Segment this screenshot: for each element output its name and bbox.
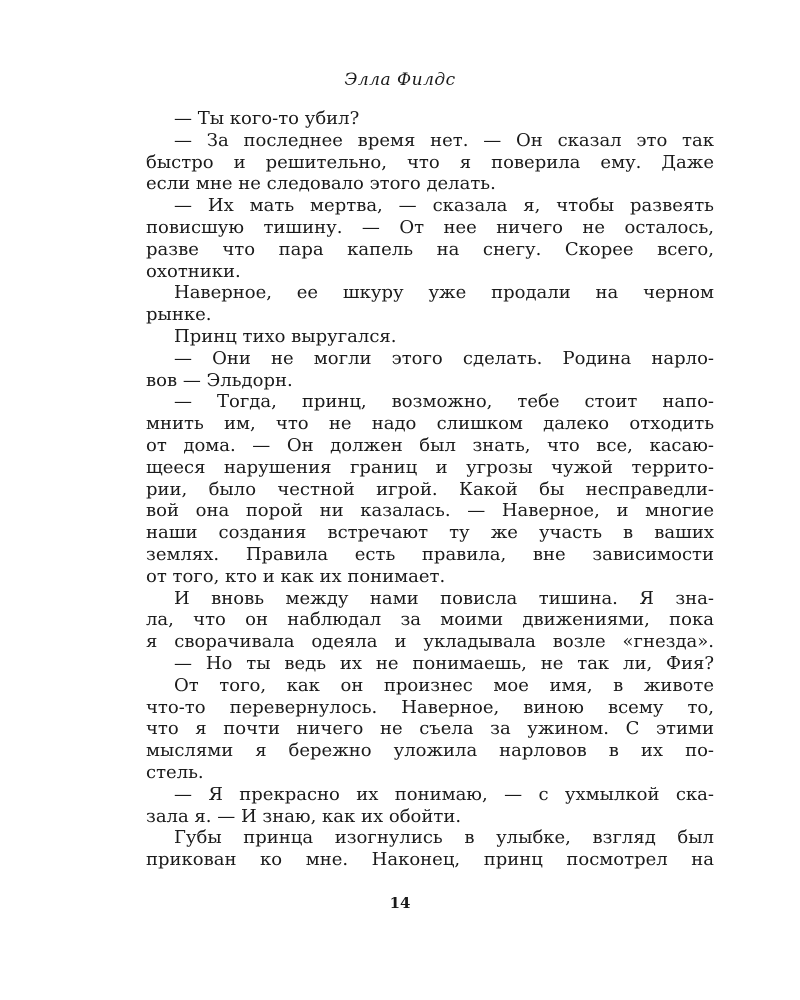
text-line: Принц тихо выругался. xyxy=(174,325,397,347)
text-line: что-то перевернулось. Наверное, виною всему то, xyxy=(146,696,714,718)
page-number: 14 xyxy=(389,894,411,912)
text-line: мыслями я бережно уложила нарловов в их по- xyxy=(146,740,714,762)
text-line: стель. xyxy=(146,761,204,783)
text-line: Наверное, ее шкуру уже продали на черном xyxy=(174,282,714,304)
text-line: от того, кто и как их понимает. xyxy=(146,565,446,587)
text-line: что я почти ничего не съела за ужином. С этими xyxy=(146,718,714,740)
text-line: быстро и решительно, что я поверила ему. Даже xyxy=(146,151,714,173)
text-line: я сворачивала одеяла и укладывала возле «гнезда». xyxy=(146,631,714,653)
text-line: И вновь между нами повисла тишина. Я зна- xyxy=(174,587,714,609)
text-line: — Тогда, принц, возможно, тебе стоит напо- xyxy=(174,391,714,413)
text-line: если мне не следовало этого делать. xyxy=(146,173,496,195)
text-line: щееся нарушения границ и угрозы чужой террито- xyxy=(146,456,714,478)
text-line: — За последнее время нет. — Он сказал это так xyxy=(174,129,714,151)
text-line: От того, как он произнес мое имя, в животе xyxy=(174,674,714,696)
text-line: рынке. xyxy=(146,304,212,326)
text-line: мнить им, что не надо слишком далеко отходить xyxy=(146,413,714,435)
text-line: — Их мать мертва, — сказала я, чтобы развеять xyxy=(174,195,714,217)
text-line: разве что пара капель на снегу. Скорее всего, xyxy=(146,238,714,260)
text-line: наши создания встречают ту же участь в ваших xyxy=(146,522,714,544)
text-line: — Они не могли этого сделать. Родина нарло- xyxy=(174,347,714,369)
body-text xyxy=(146,108,714,871)
text-line: — Но ты ведь их не понимаешь, не так ли, Фия? xyxy=(174,652,714,674)
text-line: рии, было честной игрой. Какой бы несправедли- xyxy=(146,478,714,500)
text-line: Губы принца изогнулись в улыбке, взгляд был xyxy=(174,827,714,849)
text-line: повисшую тишину. — От нее ничего не осталось, xyxy=(146,216,714,238)
text-line: зала я. — И знаю, как их обойти. xyxy=(146,805,462,827)
text-line: от дома. — Он должен был знать, что все, касаю- xyxy=(146,434,714,456)
text-line: прикован ко мне. Наконец, принц посмотрел на xyxy=(146,849,714,871)
text-line: вой она порой ни казалась. — Наверное, и многие xyxy=(146,500,714,522)
text-line: вов — Эльдорн. xyxy=(146,369,293,391)
running-header: Элла Филдс xyxy=(344,70,456,90)
text-line: охотники. xyxy=(146,260,241,282)
text-line: ла, что он наблюдал за моими движениями, пока xyxy=(146,609,714,631)
text-line: землях. Правила есть правила, вне зависимости xyxy=(146,543,714,565)
text-line: — Я прекрасно их понимаю, — с ухмылкой ска- xyxy=(174,783,714,805)
text-line: — Ты кого-то убил? xyxy=(174,108,360,129)
